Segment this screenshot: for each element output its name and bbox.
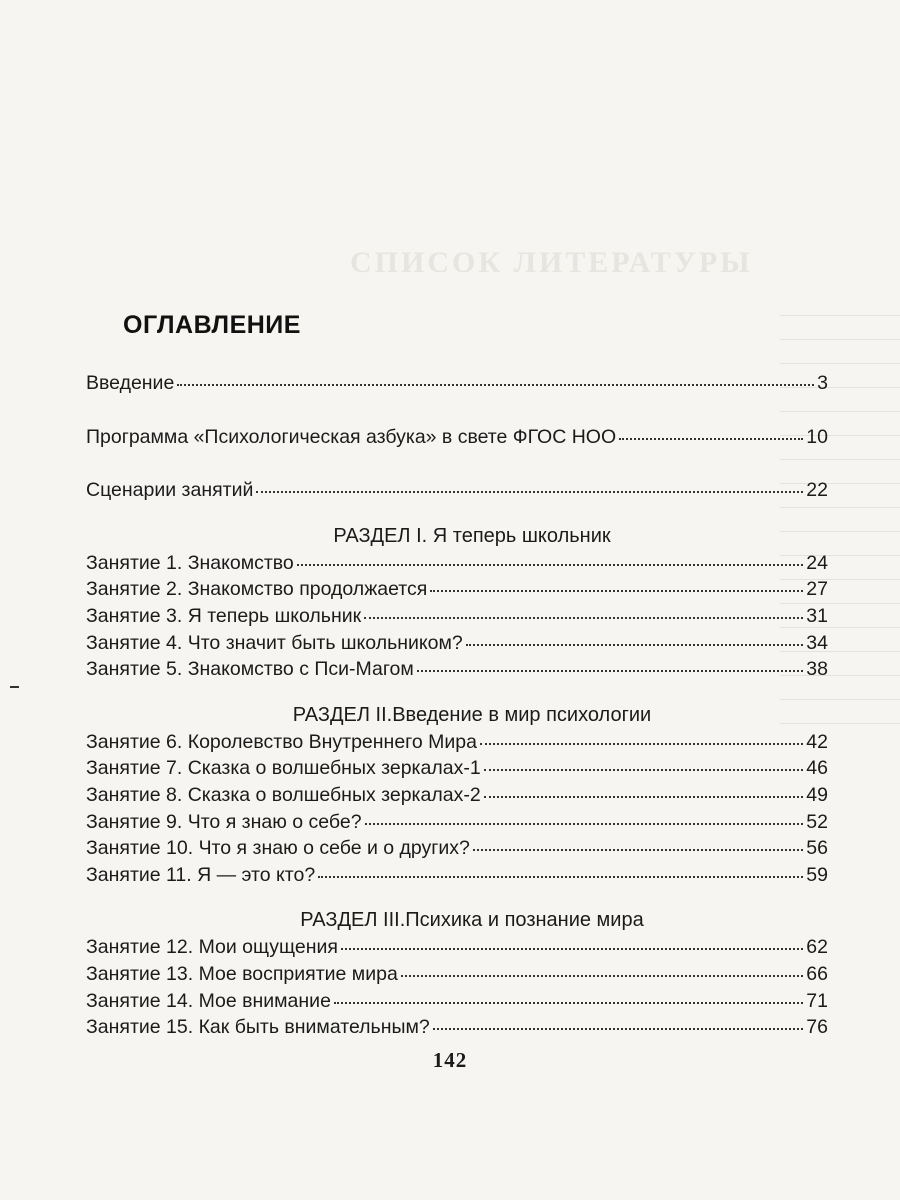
toc-entry-label: Сценарии занятий bbox=[86, 479, 254, 502]
toc-entry-label: Занятие 4. Что значит быть школьником? bbox=[86, 631, 463, 654]
toc-entry-page: 76 bbox=[806, 1016, 828, 1039]
toc-entry[interactable] bbox=[86, 862, 828, 889]
page-number: 142 bbox=[432, 1048, 468, 1072]
toc-entry-page: 3 bbox=[817, 372, 828, 394]
toc-entry-label: Занятие 8. Сказка о волшебных зеркалах-2 bbox=[86, 783, 481, 806]
toc-entry-page: 38 bbox=[806, 658, 828, 681]
toc-entry-page: 27 bbox=[806, 578, 828, 601]
toc-entry-label: Занятие 5. Знакомство с Пси-Магом bbox=[86, 658, 414, 681]
dot-leader bbox=[484, 796, 804, 798]
toc-entry[interactable] bbox=[86, 1014, 828, 1041]
toc-entry[interactable] bbox=[86, 782, 828, 809]
toc-entry-page: 66 bbox=[806, 962, 828, 985]
section-heading-3: РАЗДЕЛ III.Психика и познание мира bbox=[300, 909, 644, 932]
toc-entry[interactable] bbox=[86, 603, 828, 630]
dot-leader bbox=[430, 590, 803, 592]
toc-entry[interactable] bbox=[86, 729, 828, 756]
toc-entry-page: 31 bbox=[806, 604, 828, 627]
toc-entry[interactable] bbox=[86, 835, 828, 862]
toc-entry[interactable] bbox=[86, 550, 828, 577]
toc-title: ОГЛАВЛЕНИЕ bbox=[123, 311, 301, 339]
toc-entry-label: Занятие 15. Как быть внимательным? bbox=[86, 1016, 430, 1039]
toc-entry-page: 56 bbox=[806, 837, 828, 860]
toc-entry-label: Занятие 11. Я — это кто? bbox=[86, 863, 316, 886]
toc-entry-label: Занятие 6. Королевство Внутреннего Мира bbox=[86, 730, 477, 753]
margin-mark bbox=[10, 686, 19, 688]
dot-leader bbox=[334, 1002, 803, 1004]
dot-leader bbox=[433, 1028, 804, 1030]
dot-leader bbox=[484, 769, 804, 771]
toc-entry-page: 62 bbox=[806, 936, 828, 959]
toc-entry-page: 59 bbox=[806, 863, 828, 886]
toc-entry-label: Программа «Психологическая азбука» в свете ФГОС НОО bbox=[86, 425, 617, 448]
toc-entry-page: 34 bbox=[806, 631, 828, 654]
dot-leader bbox=[480, 743, 803, 745]
toc-entry[interactable] bbox=[86, 934, 828, 961]
dot-leader bbox=[619, 438, 803, 440]
dot-leader bbox=[177, 384, 814, 386]
bleed-through-heading: СПИСОК ЛИТЕРАТУРЫ bbox=[350, 246, 753, 279]
toc-entry[interactable] bbox=[86, 656, 828, 683]
dot-leader bbox=[473, 849, 803, 851]
dot-leader bbox=[297, 564, 804, 566]
toc-entry-page: 10 bbox=[806, 425, 828, 448]
toc-entry-label: Занятие 7. Сказка о волшебных зеркалах-1 bbox=[86, 757, 481, 780]
toc-entry[interactable] bbox=[86, 576, 828, 603]
toc-entry[interactable] bbox=[86, 630, 828, 657]
dot-leader bbox=[466, 644, 804, 646]
toc-entry[interactable] bbox=[86, 755, 828, 782]
toc-entry-label: Занятие 1. Знакомство bbox=[86, 551, 294, 574]
toc-entry-page: 22 bbox=[806, 479, 828, 502]
toc-entry-intro[interactable] bbox=[86, 370, 828, 397]
section-heading-1: РАЗДЕЛ I. Я теперь школьник bbox=[333, 524, 611, 547]
toc-entry-scenarios[interactable] bbox=[86, 477, 828, 504]
dot-leader bbox=[401, 975, 803, 977]
toc-entry[interactable] bbox=[86, 961, 828, 988]
toc-entry-page: 49 bbox=[806, 783, 828, 806]
toc-entry-label: Занятие 13. Мое восприятие мира bbox=[86, 962, 398, 985]
toc-entry-program[interactable] bbox=[86, 424, 828, 451]
dot-leader bbox=[417, 670, 804, 672]
toc-entry-page: 42 bbox=[806, 730, 828, 753]
toc-entry-label: Занятие 3. Я теперь школьник bbox=[86, 604, 362, 627]
toc-entry-page: 71 bbox=[806, 989, 828, 1012]
toc-entry-page: 52 bbox=[806, 810, 828, 833]
table-of-contents bbox=[86, 370, 828, 1041]
toc-entry[interactable] bbox=[86, 988, 828, 1015]
toc-entry-label: Занятие 10. Что я знаю о себе и о других? bbox=[86, 837, 470, 860]
dot-leader bbox=[341, 948, 803, 950]
toc-entry-label: Занятие 2. Знакомство продолжается bbox=[86, 578, 428, 601]
dot-leader bbox=[318, 876, 803, 878]
toc-entry-page: 24 bbox=[806, 551, 828, 574]
toc-entry-label: Введение bbox=[86, 372, 175, 394]
toc-entry-page: 46 bbox=[806, 757, 828, 780]
dot-leader bbox=[365, 823, 804, 825]
dot-leader bbox=[256, 491, 803, 493]
toc-entry-label: Занятие 14. Мое внимание bbox=[86, 989, 331, 1012]
toc-entry-label: Занятие 9. Что я знаю о себе? bbox=[86, 810, 362, 833]
toc-entry-label: Занятие 12. Мои ощущения bbox=[86, 936, 338, 959]
toc-entry[interactable] bbox=[86, 809, 828, 836]
dot-leader bbox=[364, 617, 803, 619]
section-heading-2: РАЗДЕЛ II.Введение в мир психологии bbox=[292, 703, 652, 726]
